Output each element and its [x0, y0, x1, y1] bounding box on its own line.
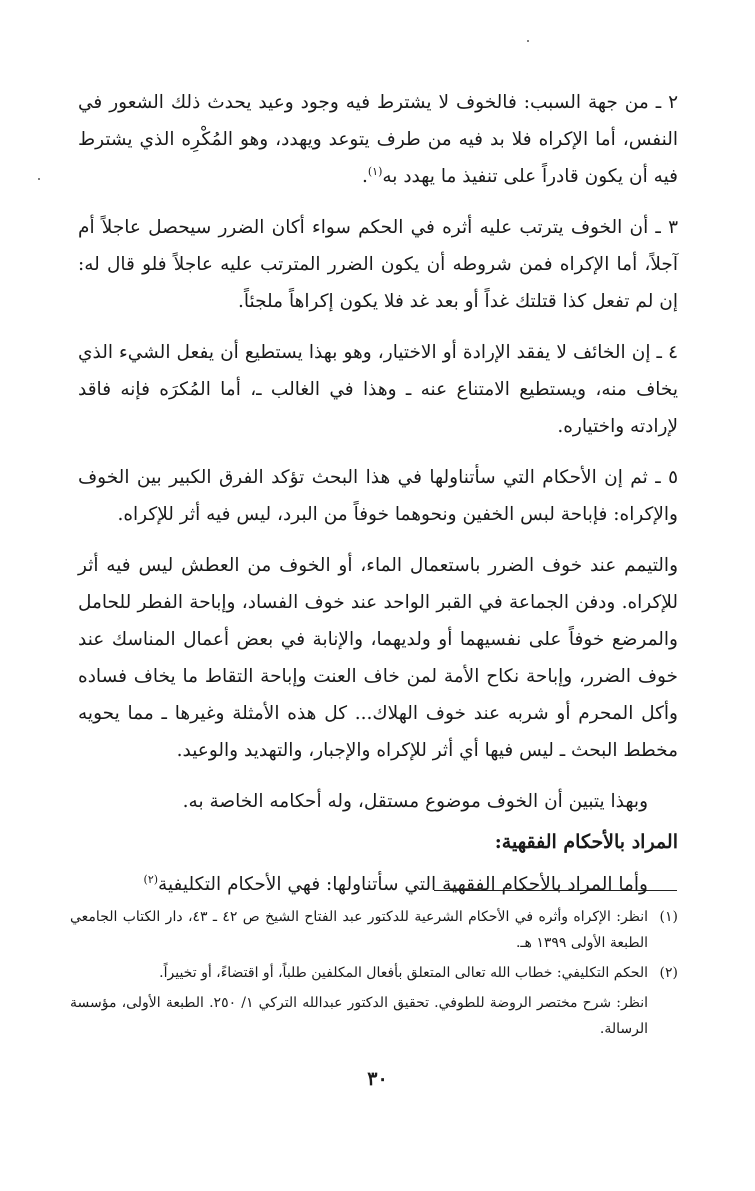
footnote-divider: [434, 890, 677, 891]
footnote-number: (١): [659, 909, 678, 925]
paragraph-cause: [78, 84, 678, 195]
footnote-reference: (١): [367, 164, 383, 178]
paragraph-definition: [78, 866, 678, 903]
footnote-2-reference: انظر: شرح مختصر الروضة للطوفي. تحقيق الدكتور عبدالله التركي ١/ ٢٥٠. الطبعة الأولى، مؤسسة الرسالة.: [70, 995, 648, 1037]
paragraph-examples: والتيمم عند خوف الضرر باستعمال الماء، أو الخوف من العطش ليس فيه أثر للإكراه. ودفن الجماعة في القبر الواحد عند خوف الفساد، وإباحة الفطر للحامل والمرضع خوفاً على نفسيهما أو ولديهما، والإنابة في بعض أعمال المناسك عند خوف الضرر، وإباحة نكاح الأمة لمن خاف العنت وإباحة التقاط ما يخاف فساده وأكل المحرم أو شربه عند خوف الهلاك... كل هذه الأمثلة وغيرها ـ مما يحويه مخطط البحث ـ ليس فيها أي أثر للإكراه والإجبار، والتهديد والوعيد.: [78, 555, 678, 761]
paragraph-text: ٢ ـ من جهة السبب: فالخوف لا يشترط فيه وجود وعيد يحدث ذلك الشعور في النفس، أما الإكراه فلا بد فيه من طرف يتوعد ويهدد، وهو المُكْرِه الذي يشترط فيه أن يكون قادراً على تنفيذ ما يهدد به: [78, 92, 678, 187]
section-heading: المراد بالأحكام الفقهية:: [494, 831, 678, 853]
paragraph-conclusion: وبهذا يتبين أن الخوف موضوع مستقل، وله أحكامه الخاصة به.: [182, 791, 648, 812]
footnote-reference: (٢): [143, 872, 159, 886]
main-text: [78, 84, 678, 917]
paragraph-will: ٤ ـ إن الخائف لا يفقد الإرادة أو الاختيار، وهو بهذا يستطيع أن يفعل الشيء الذي يخاف منه، ويستطيع الامتناع عنه ـ وهذا في الغالب ـ، أما المُكرَه فإنه فاقد لإرادته واختياره.: [78, 342, 678, 437]
footnote-2: [70, 960, 678, 986]
scan-speck: [527, 40, 529, 42]
page-number: ٣٠: [367, 1068, 388, 1090]
footnote-1: [70, 904, 678, 956]
paragraph-text: وأما المراد بالأحكام الفقهية التي سأتناولها: فهي الأحكام التكليفية: [158, 874, 648, 895]
footnote-number: (٢): [659, 965, 678, 981]
footnotes: [70, 904, 678, 1042]
paragraph-tail: .: [361, 166, 368, 187]
scan-speck: [38, 178, 40, 180]
paragraph-effect: ٣ ـ أن الخوف يترتب عليه أثره في الحكم سواء أكان الضرر سيحصل عاجلاً أم آجلاً، أما الإكراه فمن شروطه أن يكون الضرر المترتب عليه عاجلاً فلو قال له: إن لم تفعل كذا قتلتك غداً أو بعد غد فلا يكون إكراهاً ملجئاً.: [78, 217, 678, 312]
footnote-text: انظر: الإكراه وأثره في الأحكام الشرعية للدكتور عبد الفتاح الشيخ ص ٤٢ ـ ٤٣، دار الكتاب الجامعي الطبعة الأولى ١٣٩٩ هـ.: [70, 909, 648, 951]
paragraph-rulings: ٥ ـ ثم إن الأحكام التي سأتناولها في هذا البحث تؤكد الفرق الكبير بين الخوف والإكراه: فإباحة لبس الخفين ونحوهما خوفاً من البرد، ليس فيه أثر للإكراه.: [78, 467, 678, 525]
footnote-text: الحكم التكليفي: خطاب الله تعالى المتعلق بأفعال المكلفين طلباً، أو اقتضاءً، أو تخييراً.: [159, 965, 648, 981]
